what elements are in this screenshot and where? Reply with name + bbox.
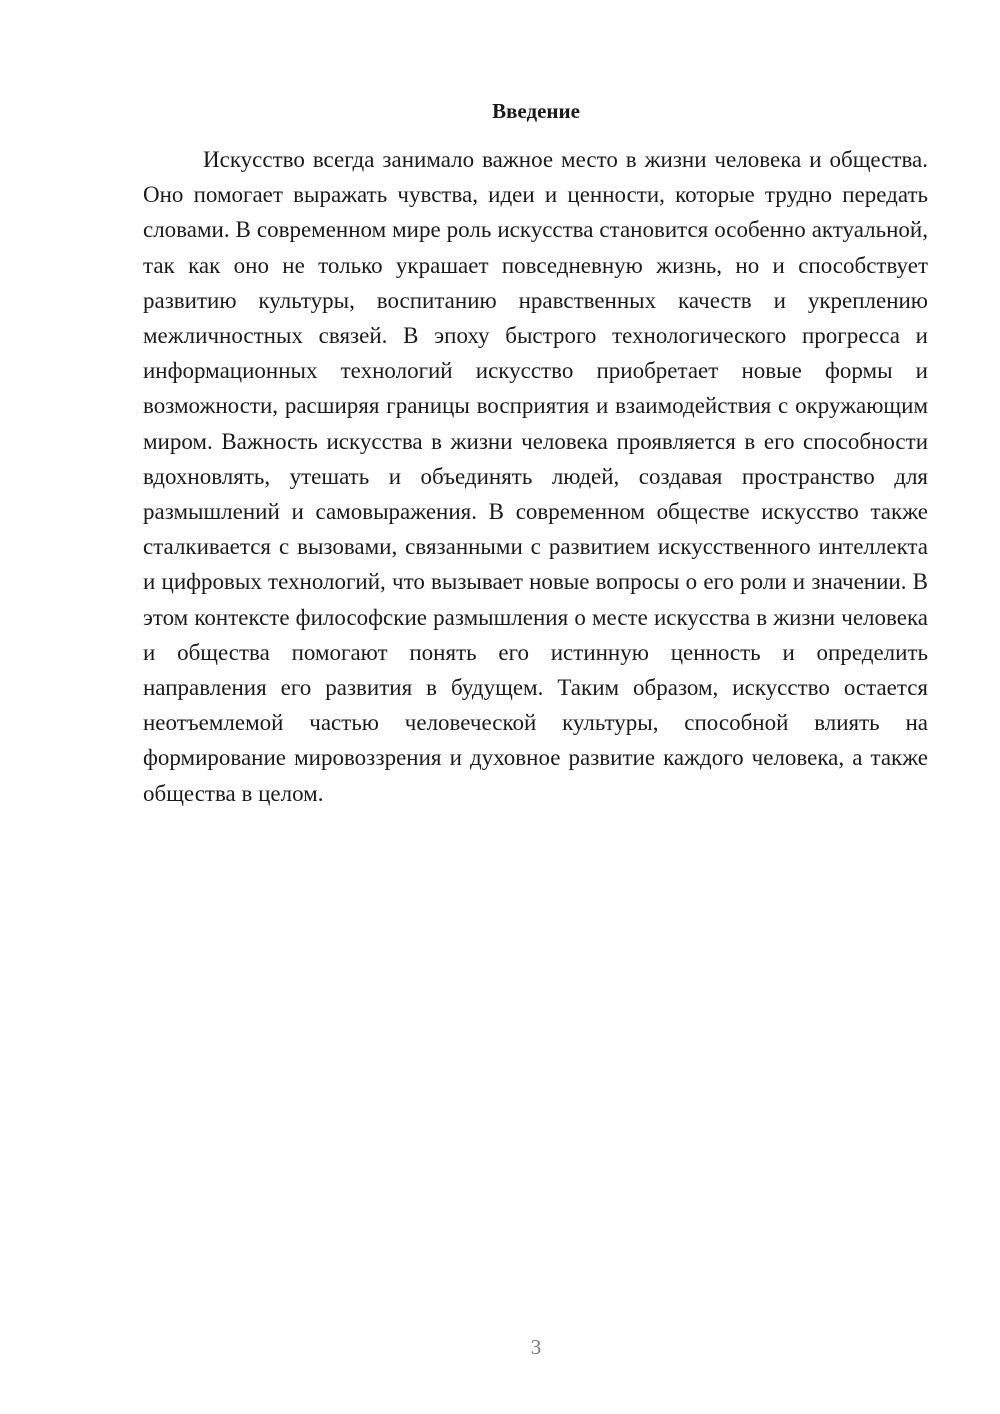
body-paragraph: Искусство всегда занимало важное место в жизни человека и общества. Оно помогает выражать чувства, идеи и ценности, которые трудно передать словами. В современном мире роль искусства становится особенно актуальной, так как оно не только украшает повседневную жизнь, но и способствует развитию культуры, воспитанию нравственных качеств и укреплению межличностных связей. В эпоху быстрого технологического прогресса и информационных технологий искусство приобретает новые формы и возможности, расширяя границы восприятия и взаимодействия с окружающим миром. Важность искусства в жизни человека проявляется в его способности вдохновлять, утешать и объединять людей, создавая пространство для размышлений и самовыражения. В современном обществе искусство также сталкивается с вызовами, связанными с развитием искусственного интеллекта и цифровых технологий, что вызывает новые вопросы о его роли и значении. В этом контексте философские размышления о месте искусства в жизни человека и общества помогают понять его истинную ценность и определить направления его развития в будущем. Таким образом, искусство остается неотъемлемой частью человеческой культуры, способной влиять на формирование мировоззрения и духовное развитие каждого человека, а также общества в целом. bbox=[143, 147, 928, 806]
page-number: 3 bbox=[530, 1335, 542, 1359]
section-heading: Введение bbox=[492, 99, 580, 123]
